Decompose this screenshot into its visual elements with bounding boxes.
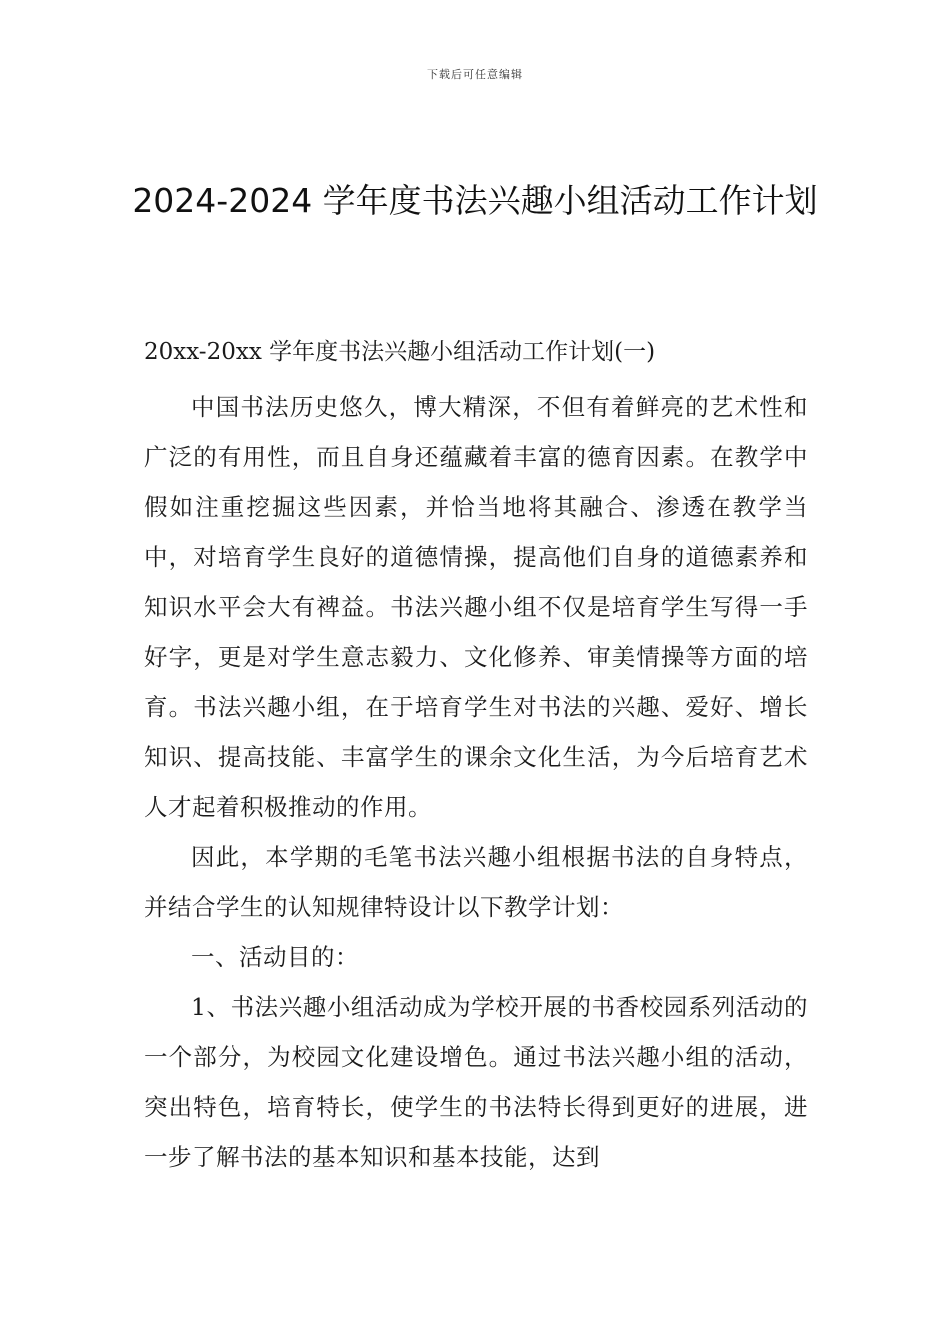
document-title: 2024-2024 学年度书法兴趣小组活动工作计划	[132, 181, 818, 220]
section-heading: 一、活动目的：	[191, 943, 359, 971]
paragraph-plan: 因此，本学期的毛笔书法兴趣小组根据书法的自身特点，并结合学生的认知规律特设计以下教学计划：	[144, 843, 808, 921]
document-body	[144, 332, 808, 1182]
header-note: 下载后可任意编辑	[427, 68, 523, 81]
paragraph-item-1: 1、书法兴趣小组活动成为学校开展的书香校园系列活动的一个部分，为校园文化建设增色。通过书法兴趣小组的活动，突出特色，培育特长，使学生的书法特长得到更好的进展，进一步了解书法的基本知识和基本技能，达到	[144, 993, 808, 1171]
paragraph-intro: 中国书法历史悠久，博大精深，不但有着鲜亮的艺术性和广泛的有用性，而且自身还蕴藏着丰富的德育因素。在教学中假如注重挖掘这些因素，并恰当地将其融合、渗透在教学当中，对培育学生良好的道德情操，提高他们自身的道德素养和知识水平会大有裨益。书法兴趣小组不仅是培育学生写得一手好字，更是对学生意志毅力、文化修养、审美情操等方面的培育。书法兴趣小组，在于培育学生对书法的兴趣、爱好、增长知识、提高技能、丰富学生的课余文化生活，为今后培育艺术人才起着积极推动的作用。	[144, 393, 808, 821]
document-subtitle: 20xx-20xx 学年度书法兴趣小组活动工作计划(一)	[144, 339, 656, 365]
